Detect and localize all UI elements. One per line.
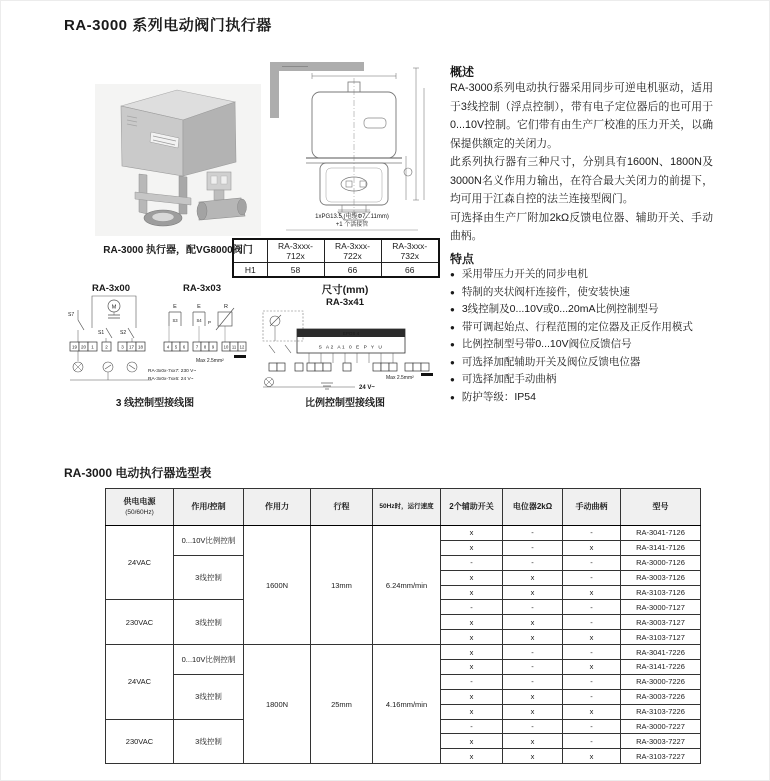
cell-crank: - bbox=[563, 674, 621, 689]
cell-crank: - bbox=[563, 689, 621, 704]
dimension-caption: 尺寸(mm) bbox=[321, 284, 369, 296]
terminal-number: 17 bbox=[128, 344, 135, 350]
col-header-model: 型号 bbox=[621, 489, 701, 526]
switch-s2 bbox=[128, 328, 134, 338]
cell-model: RA-3003-7126 bbox=[621, 570, 701, 585]
wire-gauge-bar bbox=[234, 355, 246, 358]
cell-pot: - bbox=[503, 526, 563, 541]
model-prefix: RA-3xxx- bbox=[335, 241, 370, 251]
wiring-caption-proportional: 比例控制型接线图 bbox=[305, 398, 385, 409]
cell-pot: - bbox=[503, 719, 563, 734]
wiring-title-ra3x03: RA-3x03 bbox=[182, 283, 222, 294]
h1-col-722x bbox=[324, 239, 381, 263]
overview-paragraph: RA-3000系列电动执行器采用同步可逆电机驱动，适用于3线控制（浮点控制），带有电子定位器后的也可用于0...10V控制。它们带有由生产厂校准的压力开关，以确保提供额定的关闭力。 bbox=[450, 82, 713, 150]
switch-symbol bbox=[285, 345, 291, 353]
cell-crank: x bbox=[563, 660, 621, 675]
cell-model: RA-3041-7126 bbox=[621, 526, 701, 541]
wiring-title-ra3x41: RA-3x41 bbox=[325, 297, 365, 308]
cell-crank: - bbox=[563, 734, 621, 749]
cell-pot: x bbox=[503, 749, 563, 764]
valve-neck bbox=[214, 190, 224, 200]
cell-pot: - bbox=[503, 660, 563, 675]
h1-row-label: H1 bbox=[233, 263, 267, 278]
product-photo bbox=[95, 84, 261, 236]
col-header-stroke: 行程 bbox=[311, 489, 373, 526]
h1-col-712x bbox=[267, 239, 324, 263]
cell-aux: x bbox=[441, 749, 503, 764]
model-prefix: RA-3xxx- bbox=[278, 241, 313, 251]
terminal-number: 11 bbox=[231, 344, 237, 350]
cell-model: RA-3000-7227 bbox=[621, 719, 701, 734]
cell-supply: 230VAC bbox=[106, 600, 174, 645]
supply-voltage-label: 24 V~ bbox=[359, 385, 375, 391]
cell-crank: x bbox=[563, 585, 621, 600]
cell-crank: - bbox=[563, 555, 621, 570]
terminal-number: 5 bbox=[174, 344, 178, 350]
col-header-force: 作用力 bbox=[244, 489, 311, 526]
header-line2: (50/60Hz) bbox=[125, 508, 154, 516]
cell-pot: x bbox=[503, 734, 563, 749]
cell-pot: - bbox=[503, 600, 563, 615]
dim-note-2: +1 个活接管 bbox=[335, 222, 369, 228]
col-header-supply bbox=[106, 489, 174, 526]
photo-caption: RA-3000 执行器，配VG8000阀门 bbox=[103, 245, 253, 256]
cell-model: RA-3103-7127 bbox=[621, 630, 701, 645]
list-item bbox=[450, 286, 718, 299]
list-item bbox=[450, 356, 718, 369]
cell-aux: - bbox=[441, 600, 503, 615]
wire-gauge-label: Max 2.5mm² bbox=[196, 358, 224, 364]
cell-model: RA-3000-7127 bbox=[621, 600, 701, 615]
wiring-diagram-proportional bbox=[255, 309, 435, 393]
voltage-note-230v: RA-3x0x-7xx7: 230 V~ bbox=[148, 369, 197, 374]
feature-text: 比例控制型号带0...10V阀位反馈信号 bbox=[461, 338, 632, 350]
cell-model: RA-3003-7127 bbox=[621, 615, 701, 630]
label-e1: E bbox=[173, 304, 177, 310]
terminal-number: 9 bbox=[211, 344, 215, 350]
model-suffix: 712x bbox=[286, 251, 305, 261]
features-list bbox=[450, 268, 718, 408]
cell-pot: - bbox=[503, 674, 563, 689]
bullet-icon: ● bbox=[450, 322, 455, 332]
cell-crank: x bbox=[563, 540, 621, 555]
h1-value: 58 bbox=[267, 263, 324, 278]
dimension-drawing bbox=[268, 60, 436, 236]
cell-crank: x bbox=[563, 704, 621, 719]
cell-model: RA-3141-7126 bbox=[621, 540, 701, 555]
label-r: R bbox=[224, 304, 228, 310]
terminal-number: 2 bbox=[105, 344, 108, 350]
col-header-speed: 50Hz时，运行速度 bbox=[373, 489, 441, 526]
cell-stroke: 25mm bbox=[311, 645, 373, 764]
list-item bbox=[450, 338, 718, 351]
terminal-strip bbox=[269, 363, 429, 371]
cell-aux: x bbox=[441, 704, 503, 719]
bullet-icon: ● bbox=[450, 340, 455, 349]
cell-aux: x bbox=[441, 585, 503, 600]
table-row bbox=[106, 526, 701, 541]
col-header-control: 作用/控制 bbox=[174, 489, 244, 526]
switch-symbol bbox=[269, 345, 275, 353]
label-s7: S7 bbox=[68, 312, 75, 318]
terminal-number: 6 bbox=[182, 344, 186, 350]
col-header-potentiometer: 电位器2kΩ bbox=[503, 489, 563, 526]
wiring-title-ra3x00: RA-3x00 bbox=[91, 283, 131, 294]
overview-paragraph: 可选择由生产厂附加2kΩ反馈电位器、辅助开关、手动曲柄。 bbox=[450, 211, 713, 242]
cell-pot: x bbox=[503, 704, 563, 719]
selection-table-title: RA-3000 电动执行器选型表 bbox=[64, 466, 212, 480]
cell-aux: x bbox=[441, 645, 503, 660]
bullet-icon: ● bbox=[450, 287, 455, 297]
model-suffix: 732x bbox=[400, 251, 419, 261]
feature-text: 可选择加配辅助开关及阀位反馈电位器 bbox=[461, 355, 641, 368]
col-header-aux-switch: 2个辅助开关 bbox=[441, 489, 503, 526]
cell-force: 1800N bbox=[244, 645, 311, 764]
label-s3: S3 bbox=[172, 318, 178, 323]
cell-aux: - bbox=[441, 555, 503, 570]
cell-model: RA-3041-7226 bbox=[621, 645, 701, 660]
cell-speed: 6.24mm/min bbox=[373, 526, 441, 645]
terminal-number: 3 bbox=[121, 344, 124, 350]
cell-control: 3线控制 bbox=[174, 674, 244, 719]
header-row bbox=[106, 489, 701, 526]
positioner-pins: S A2 A1 0 E P Y U bbox=[318, 345, 384, 351]
list-item bbox=[450, 391, 718, 404]
wall-section bbox=[270, 62, 364, 118]
terminal-number: 4 bbox=[166, 344, 170, 350]
cell-crank: - bbox=[563, 570, 621, 585]
terminal-number: 12 bbox=[239, 344, 245, 350]
list-item bbox=[450, 321, 718, 334]
cell-aux: - bbox=[441, 674, 503, 689]
cell-crank: - bbox=[563, 600, 621, 615]
valve-flange-right bbox=[238, 199, 247, 215]
cell-speed: 4.16mm/min bbox=[373, 645, 441, 764]
cell-aux: x bbox=[441, 615, 503, 630]
feature-text: 3线控制及0...10V或0...20mA比例控制型号 bbox=[461, 303, 659, 315]
cell-aux: x bbox=[441, 570, 503, 585]
feature-text: 防护等级：IP54 bbox=[461, 390, 536, 403]
cell-model: RA-3000-7226 bbox=[621, 674, 701, 689]
terminal-number: 18 bbox=[137, 344, 144, 350]
cell-aux: x bbox=[441, 734, 503, 749]
valve-topworks bbox=[207, 172, 231, 190]
model-prefix: RA-3xxx- bbox=[392, 241, 428, 251]
features-heading: 特点 bbox=[450, 252, 475, 266]
cell-supply: 24VAC bbox=[106, 526, 174, 600]
cell-control: 3线控制 bbox=[174, 600, 244, 645]
label-e2: E bbox=[197, 304, 201, 310]
header-line1: 供电电源 bbox=[123, 496, 156, 506]
wiring-diagram-3wire bbox=[56, 282, 250, 392]
overview-text bbox=[450, 79, 713, 246]
terminal-number: 20 bbox=[80, 344, 87, 350]
list-item bbox=[450, 268, 718, 281]
terminal-number: 1 bbox=[91, 344, 94, 350]
cell-pot: x bbox=[503, 689, 563, 704]
bullet-icon: ● bbox=[450, 305, 455, 314]
motor-label: M bbox=[111, 304, 117, 311]
cell-model: RA-3003-7227 bbox=[621, 734, 701, 749]
cell-pot: - bbox=[503, 645, 563, 660]
overview-paragraph: 此系列执行器有三种尺寸，分别具有1600N、1800N及3000N名义作用力输出，在符合最大关闭力的前提下，均可用于江森自控的法兰连接型阀门。 bbox=[450, 156, 713, 205]
valve-flange-left bbox=[197, 202, 207, 220]
col-header-crank: 手动曲柄 bbox=[563, 489, 621, 526]
cell-model: RA-3003-7226 bbox=[621, 689, 701, 704]
cell-supply: 24VAC bbox=[106, 645, 174, 719]
cell-aux: - bbox=[441, 719, 503, 734]
label-p: P bbox=[207, 320, 211, 325]
cell-model: RA-3103-7126 bbox=[621, 585, 701, 600]
overview-heading: 概述 bbox=[450, 65, 475, 79]
bullet-icon: ● bbox=[450, 357, 455, 367]
h1-dimension-table bbox=[232, 238, 440, 278]
cell-aux: x bbox=[441, 660, 503, 675]
feature-text: 可选择加配手动曲柄 bbox=[461, 373, 557, 385]
cell-crank: x bbox=[563, 749, 621, 764]
wire-gauge-bar bbox=[421, 373, 433, 376]
h1-corner-cell bbox=[233, 239, 267, 263]
list-item bbox=[450, 303, 718, 316]
cell-model: RA-3141-7226 bbox=[621, 660, 701, 675]
list-item bbox=[450, 373, 718, 386]
selection-table bbox=[105, 488, 701, 764]
positioner-label: EPOS 4 bbox=[342, 331, 360, 336]
h1-value: 66 bbox=[381, 263, 439, 278]
cell-aux: x bbox=[441, 526, 503, 541]
cell-model: RA-3000-7126 bbox=[621, 555, 701, 570]
pin-stubs bbox=[309, 353, 393, 363]
terminal-number: 7 bbox=[195, 344, 199, 350]
label-s2: S2 bbox=[120, 330, 127, 336]
cell-control: 0...10V比例控制 bbox=[174, 526, 244, 556]
wiring-caption-3wire: 3 线控制型接线图 bbox=[115, 398, 195, 409]
label-s1: S1 bbox=[98, 330, 105, 336]
feature-text: 特制的夹状阀杆连接件，使安装快速 bbox=[461, 285, 630, 298]
cell-model: RA-3103-7226 bbox=[621, 704, 701, 719]
cell-pot: x bbox=[503, 630, 563, 645]
switch-s7 bbox=[78, 320, 84, 330]
label-s4: S4 bbox=[196, 318, 202, 323]
voltage-note-24v: RA-3x0x-7xx6: 24 V~ bbox=[148, 377, 194, 382]
cell-crank: x bbox=[563, 630, 621, 645]
feature-text: 带可调起始点、行程范围的定位器及正反作用模式 bbox=[461, 320, 693, 333]
h1-col-732x bbox=[381, 239, 439, 263]
cell-crank: - bbox=[563, 615, 621, 630]
wire-gauge-label: Max 2.5mm² bbox=[386, 375, 414, 381]
cell-pot: - bbox=[503, 555, 563, 570]
terminal-number: 10 bbox=[223, 344, 229, 350]
cell-control: 3线控制 bbox=[174, 719, 244, 764]
terminal-number: 19 bbox=[71, 344, 78, 350]
bullet-icon: ● bbox=[450, 392, 455, 402]
bullet-icon: ● bbox=[450, 375, 455, 384]
cell-crank: - bbox=[563, 719, 621, 734]
cell-pot: x bbox=[503, 570, 563, 585]
switch-s1 bbox=[106, 328, 112, 338]
cell-aux: x bbox=[441, 689, 503, 704]
cell-pot: x bbox=[503, 585, 563, 600]
cell-control: 3线控制 bbox=[174, 555, 244, 600]
h1-value: 66 bbox=[324, 263, 381, 278]
cell-crank: - bbox=[563, 645, 621, 660]
cell-aux: x bbox=[441, 540, 503, 555]
cell-crank: - bbox=[563, 526, 621, 541]
cell-pot: x bbox=[503, 615, 563, 630]
dim-note-1: 1xPG13.5 (电缆Φ7...11mm) bbox=[315, 214, 389, 220]
cell-stroke: 13mm bbox=[311, 526, 373, 645]
callout-circle bbox=[404, 168, 412, 176]
cell-force: 1600N bbox=[244, 526, 311, 645]
page-title: RA-3000 系列电动阀门执行器 bbox=[64, 17, 272, 34]
terminal-number: 8 bbox=[203, 344, 207, 350]
feature-text: 采用带压力开关的同步电机 bbox=[461, 268, 588, 280]
cell-model: RA-3103-7227 bbox=[621, 749, 701, 764]
cell-aux: x bbox=[441, 630, 503, 645]
cell-pot: - bbox=[503, 540, 563, 555]
cell-control: 0...10V比例控制 bbox=[174, 645, 244, 675]
table-row bbox=[106, 645, 701, 660]
model-suffix: 722x bbox=[343, 251, 362, 261]
yoke-right-bar bbox=[179, 176, 187, 214]
cell-supply: 230VAC bbox=[106, 719, 174, 764]
bullet-icon: ● bbox=[450, 270, 455, 279]
